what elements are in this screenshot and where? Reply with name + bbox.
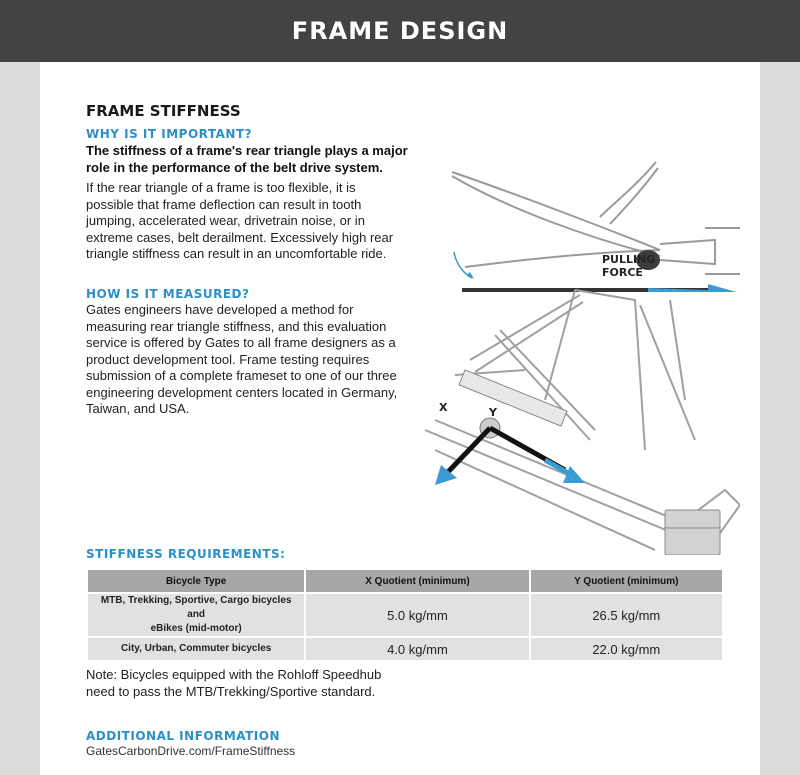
table-row xyxy=(87,637,723,661)
document-page xyxy=(40,62,760,775)
table-cell-x-quotient: 4.0 kg/mm xyxy=(305,637,529,661)
test-rig-illustration xyxy=(395,280,740,555)
top-tube xyxy=(470,295,583,372)
pulling-force-label xyxy=(602,253,655,279)
stiffness-requirements-table xyxy=(86,568,724,662)
why-lead-text: The stiffness of a frame's rear triangle plays a major role in the performance of the belt drive system. xyxy=(86,143,408,175)
column-header-bicycle-type: Bicycle Type xyxy=(87,569,305,593)
table-row xyxy=(87,593,723,637)
page-title: FRAME DESIGN xyxy=(291,17,509,45)
bottom-bracket-shell xyxy=(660,240,715,264)
seat-stay-upper xyxy=(452,172,660,250)
subhead-why-important: WHY IS IT IMPORTANT? xyxy=(86,127,253,141)
page-header xyxy=(0,0,800,62)
table-cell-y-quotient: 26.5 kg/mm xyxy=(530,593,723,637)
subhead-additional-information: ADDITIONAL INFORMATION xyxy=(86,729,281,743)
subhead-stiffness-requirements: STIFFNESS REQUIREMENTS: xyxy=(86,547,286,561)
seat-stay-lower xyxy=(452,176,660,256)
rohloff-note: Note: Bicycles equipped with the Rohloff Speedhub need to pass the MTB/Trekking/Sportive standard. xyxy=(86,667,382,699)
rig-rail-long xyxy=(425,420,700,540)
why-body-text: If the rear triangle of a frame is too flexible, it is possible that frame deflection can result in tooth jumping, accelerated wear, drivetrain noise, or in extreme cases, belt derailment. Excessively high rear triangle stiffness can result in an uncomfortable ride. xyxy=(86,180,394,261)
subhead-how-measured: HOW IS IT MEASURED? xyxy=(86,287,250,301)
pulling-force-line-2: FORCE xyxy=(602,266,643,279)
column-header-x-quotient: X Quotient (minimum) xyxy=(305,569,529,593)
table-cell-bicycle-type xyxy=(87,593,305,637)
pulling-force-line-1: PULLING xyxy=(602,253,656,266)
section-title-frame-stiffness: FRAME STIFFNESS xyxy=(86,102,241,120)
seat-tube xyxy=(575,290,645,450)
table-cell-x-quotient: 5.0 kg/mm xyxy=(305,593,529,637)
table-cell-y-quotient: 22.0 kg/mm xyxy=(530,637,723,661)
axis-x-label: X xyxy=(439,401,448,414)
table-cell-bicycle-type: City, Urban, Commuter bicycles xyxy=(87,637,305,661)
bicycle-type-line-2: eBikes (mid-motor) xyxy=(150,623,242,634)
column-header-y-quotient: Y Quotient (minimum) xyxy=(530,569,723,593)
frame-stiffness-link[interactable]: GatesCarbonDrive.com/FrameStiffness xyxy=(86,744,296,758)
how-body-text: Gates engineers have developed a method for measuring rear triangle stiffness, and this evaluation service is offered by Gates to all frame designers as a product development tool. Frame testing requires submission of a complete frameset to one of our three engineering development centers located in Germany, Taiwan, and USA. xyxy=(86,302,398,416)
axis-y-label: Y xyxy=(489,406,497,419)
bicycle-type-line-1: MTB, Trekking, Sportive, Cargo bicycles and xyxy=(100,595,292,620)
table-header-row xyxy=(87,569,723,593)
